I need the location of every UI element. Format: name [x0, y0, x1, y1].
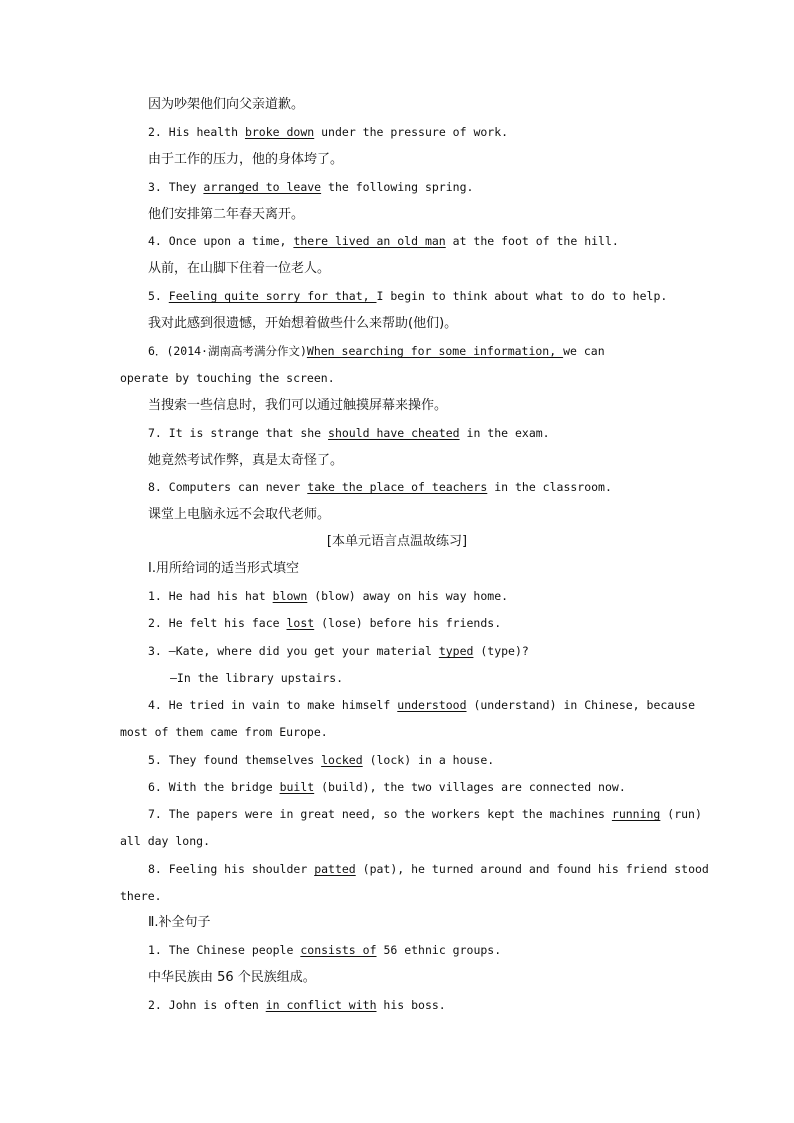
- sentence-text: at the foot of the hill.: [445, 234, 619, 248]
- completion-2: [148, 997, 446, 1013]
- exercise-number: 8.: [148, 862, 169, 876]
- exercise-text: (understand) in Chinese, because: [466, 698, 695, 712]
- sentence-text: It is strange that she: [168, 426, 329, 440]
- sentence-2: [148, 124, 508, 140]
- underlined-answer: take the place of teachers: [307, 480, 488, 494]
- underlined-answer: locked: [321, 753, 363, 767]
- sentence-8-translation: 课堂上电脑永远不会取代老师。: [148, 507, 331, 522]
- exercise-text: He had his hat: [168, 589, 273, 603]
- sentence-6-continuation: operate by touching the screen.: [120, 371, 335, 385]
- underlined-answer: there lived an old man: [293, 234, 446, 248]
- sentence-4: [148, 233, 619, 249]
- review-heading: [本单元语言点温故练习]: [326, 534, 468, 549]
- exercise-3: [148, 643, 529, 659]
- exercise-text: (blow) away on his way home.: [307, 589, 509, 603]
- exercise-number: 1.: [148, 943, 169, 957]
- exercise-4: [148, 697, 695, 713]
- exercise-text: (build), the two villages are connected now.: [314, 780, 626, 794]
- underlined-answer: broke down: [244, 125, 315, 139]
- exercise-6: [148, 779, 626, 795]
- exercise-text: (lock) in a house.: [362, 753, 495, 767]
- sentence-6-translation: 当搜索一些信息时，我们可以通过触摸屏幕来操作。: [148, 398, 448, 413]
- sentence-number: 6．: [148, 344, 167, 358]
- exercise-text: (type)?: [473, 644, 529, 658]
- exercise-8: [148, 861, 709, 877]
- completion-1: [148, 942, 501, 958]
- exercise-7-continuation: all day long.: [120, 834, 211, 848]
- sentence-text: in the exam.: [459, 426, 550, 440]
- sentence-text: Computers can never: [168, 480, 308, 494]
- underlined-answer: should have cheated: [328, 426, 460, 440]
- exercise-number: 2.: [148, 998, 169, 1012]
- sentence-1-translation: 因为吵架他们向父亲道歉。: [148, 97, 305, 112]
- completion-1-translation: 中华民族由 56 个民族组成。: [148, 970, 316, 985]
- sentence-text: I begin to think about what to do to help.: [376, 289, 668, 303]
- exercise-7: [148, 806, 702, 822]
- exercise-3-reply: —In the library upstairs.: [170, 671, 344, 685]
- section-1-title: Ⅰ.用所给词的适当形式填空: [148, 561, 299, 576]
- sentence-text: They: [168, 180, 204, 194]
- underlined-answer: lost: [286, 616, 315, 630]
- sentence-5: [148, 288, 667, 304]
- section-2-title: Ⅱ.补全句子: [148, 915, 211, 930]
- exercise-text: (run): [660, 807, 702, 821]
- sentence-7-translation: 她竟然考试作弊，真是太奇怪了。: [148, 453, 344, 468]
- sentence-6: [148, 343, 605, 359]
- sentence-number: 7.: [148, 426, 169, 440]
- sentence-text: the following spring.: [321, 180, 474, 194]
- exercise-8-continuation: there.: [120, 889, 162, 903]
- exercise-text: Feeling his shoulder: [168, 862, 315, 876]
- exercise-text: They found themselves: [168, 753, 322, 767]
- underlined-answer: When searching for some information,: [306, 344, 564, 358]
- exercise-text: The papers were in great need, so the workers kept the machines: [168, 807, 612, 821]
- sentence-number: 3.: [148, 180, 169, 194]
- exercise-text: With the bridge: [168, 780, 280, 794]
- exercise-number: 2.: [148, 616, 169, 630]
- exercise-number: 3.: [148, 644, 169, 658]
- exercise-4-continuation: most of them came from Europe.: [120, 725, 328, 739]
- exercise-5: [148, 752, 494, 768]
- sentence-8: [148, 479, 612, 495]
- exercise-text: John is often: [168, 998, 266, 1012]
- sentence-text: under the pressure of work.: [314, 125, 509, 139]
- exercise-text: (lose) before his friends.: [314, 616, 502, 630]
- sentence-3: [148, 179, 473, 195]
- underlined-answer: in conflict with: [265, 998, 377, 1012]
- sentence-number: 8.: [148, 480, 169, 494]
- exercise-text: He tried in vain to make himself: [168, 698, 398, 712]
- exercise-1: [148, 588, 508, 604]
- underlined-answer: patted: [314, 862, 356, 876]
- exercise-text: his boss.: [376, 998, 446, 1012]
- exercise-text: The Chinese people: [168, 943, 301, 957]
- sentence-text: Once upon a time,: [168, 234, 294, 248]
- underlined-answer: consists of: [300, 943, 377, 957]
- exercise-text: He felt his face: [168, 616, 287, 630]
- source-note: (2014·湖南高考满分作文): [166, 344, 307, 358]
- underlined-answer: arranged to leave: [203, 180, 322, 194]
- underlined-answer: Feeling quite sorry for that,: [168, 289, 377, 303]
- exercise-number: 5.: [148, 753, 169, 767]
- sentence-4-translation: 从前，在山脚下住着一位老人。: [148, 261, 331, 276]
- underlined-answer: built: [279, 780, 315, 794]
- exercise-number: 7.: [148, 807, 169, 821]
- sentence-number: 4.: [148, 234, 169, 248]
- sentence-5-translation: 我对此感到很遗憾，开始想着做些什么来帮助(他们)。: [148, 316, 458, 331]
- exercise-text: (pat), he turned around and found his friend stood: [355, 862, 709, 876]
- sentence-text: His health: [168, 125, 245, 139]
- exercise-text: 56 ethnic groups.: [376, 943, 502, 957]
- sentence-number: 5.: [148, 289, 169, 303]
- underlined-answer: running: [611, 807, 661, 821]
- sentence-text: in the classroom.: [487, 480, 612, 494]
- exercise-2: [148, 615, 501, 631]
- underlined-answer: blown: [272, 589, 308, 603]
- sentence-3-translation: 他们安排第二年春天离开。: [148, 207, 305, 222]
- sentence-text: we can: [563, 344, 605, 358]
- exercise-number: 4.: [148, 698, 169, 712]
- sentence-number: 2.: [148, 125, 169, 139]
- exercise-text: —Kate, where did you get your material: [168, 644, 439, 658]
- sentence-7: [148, 425, 550, 441]
- underlined-answer: typed: [438, 644, 474, 658]
- underlined-answer: understood: [397, 698, 467, 712]
- exercise-number: 1.: [148, 589, 169, 603]
- exercise-number: 6.: [148, 780, 169, 794]
- sentence-2-translation: 由于工作的压力，他的身体垮了。: [148, 152, 344, 167]
